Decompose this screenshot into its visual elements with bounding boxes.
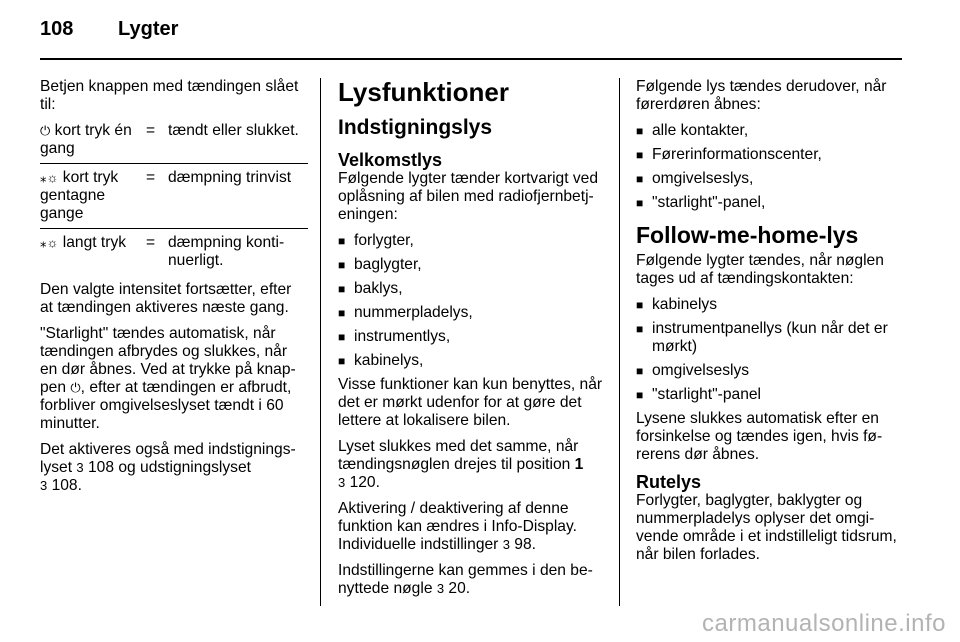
power-icon: ⏻ — [70, 380, 81, 395]
header-rule — [40, 58, 902, 60]
bullet-list — [338, 232, 606, 370]
paragraph: Den valgte intensitet fortsætter, efter at tændingen aktiveres næste gang. — [40, 281, 292, 316]
subsection-title: Follow-me-home-lys — [636, 222, 859, 248]
paragraph: Lysene slukkes automatisk efter en forsinkelse og tændes igen, hvis førerens dør åbnes. — [636, 410, 883, 463]
equals-sign: = — [146, 229, 168, 276]
section-title: Lysfunktioner — [338, 77, 509, 107]
subsubsection-title: Velkomstlys — [338, 150, 443, 170]
page-number: 108 — [40, 18, 74, 40]
paragraph: Det aktiveres også med indstigningslyset 3 108 og udstigningslyset 3 108. — [40, 441, 296, 494]
paragraph: "Starlight" tændes automatisk, når tændingen afbrydes og slukkes, når en dør åbnes. Ved at trykke på knappen ⏻, efter at tændingen er afbrudt, forbliver omgivelseslyset tændt i 60 minutter. — [40, 325, 296, 432]
list-item: ■ kabinelys, — [338, 352, 606, 370]
list-item: ■ forlygter, — [338, 232, 606, 250]
bullet-list — [636, 122, 904, 212]
list-item: ■ "starlight"-panel — [636, 386, 904, 404]
power-icon: ⏻ — [40, 123, 51, 138]
intro-text: Følgende lys tændes derudover, når førerdøren åbnes: — [636, 78, 887, 113]
light-icon: ⁎☼ — [40, 170, 59, 185]
operation-result: dæmpning trinvist — [168, 164, 308, 229]
operation-result: dæmpning kontinuerligt. — [168, 229, 308, 276]
paragraph: Lyset slukkes med det samme, når tændingsnøglen drejes til position 1 3 120. — [338, 438, 584, 491]
page-ref[interactable]: 108 — [51, 477, 78, 494]
page-ref-icon: 3 — [338, 475, 346, 490]
column-3 — [636, 78, 904, 572]
page-header — [0, 0, 960, 60]
paragraph: Forlygter, baglygter, baklygter og nummerpladelys oplyser det omgivende område i et indstilleligt tidsrum, når bilen forlades. — [636, 492, 897, 563]
operation-table — [40, 122, 308, 275]
list-item: ■ omgivelseslys, — [636, 170, 904, 188]
intro-text: Følgende lygter tænder kortvarigt ved oplåsning af bilen med radiofjernbetjeningen: — [338, 170, 599, 223]
light-icon: ⁎☼ — [40, 235, 59, 250]
column-divider — [320, 78, 321, 606]
equals-sign: = — [146, 164, 168, 229]
list-item: ■ Førerinformationscenter, — [636, 146, 904, 164]
list-item: ■ baklys, — [338, 280, 606, 298]
list-item: ■ "starlight"-panel, — [636, 194, 904, 212]
list-item: ■ instrumentpanellys (kun når det er mørkt) — [636, 320, 904, 356]
list-item: ■ instrumentlys, — [338, 328, 606, 346]
intro-text: Betjen knappen med tændingen slået til: — [40, 78, 299, 113]
table-row — [40, 164, 308, 229]
list-item: ■ kabinelys — [636, 296, 904, 314]
page-ref-icon: 3 — [436, 581, 445, 596]
bullet-list — [636, 296, 904, 404]
chapter-title: Lygter — [118, 18, 179, 40]
operation-key: kort tryk gentagne gange — [40, 169, 119, 222]
operation-key: langt tryk — [62, 234, 127, 251]
list-item: ■ baglygter, — [338, 256, 606, 274]
page-ref-icon: 3 — [40, 478, 48, 493]
list-item: ■ alle kontakter, — [636, 122, 904, 140]
column-2 — [338, 78, 606, 606]
table-row — [40, 122, 308, 164]
list-item: ■ nummerpladelys, — [338, 304, 606, 322]
list-item: ■ omgivelseslys — [636, 362, 904, 380]
page-ref-icon: 3 — [76, 460, 84, 475]
page-ref[interactable]: 108 — [87, 459, 115, 476]
column-1 — [40, 78, 308, 503]
equals-sign: = — [146, 122, 156, 139]
subsubsection-title: Rutelys — [636, 472, 702, 492]
table-row — [40, 229, 308, 276]
paragraph: Visse funktioner kan kun benyttes, når det er mørkt udenfor for at gøre det lettere at lokalisere bilen. — [338, 376, 603, 429]
operation-result: tændt eller slukket. — [168, 122, 299, 139]
page-ref[interactable]: 20 — [448, 580, 466, 597]
paragraph: Aktivering / deaktivering af denne funktion kan ændres i Info-Display. Individuelle indstillinger 3 98. — [338, 500, 577, 553]
watermark: carmanualsonline.info — [702, 610, 946, 637]
page-ref-icon: 3 — [502, 537, 510, 552]
operation-key: kort tryk én gang — [40, 122, 132, 157]
column-divider — [619, 78, 620, 606]
page-ref[interactable]: 120 — [349, 474, 376, 491]
subsection-title: Indstigningslys — [338, 116, 493, 139]
page-ref[interactable]: 98 — [514, 536, 532, 553]
paragraph: Følgende lygter tændes, når nøglen tages ud af tændingskontakten: — [636, 252, 884, 287]
paragraph: Indstillingerne kan gemmes i den benyttede nøgle 3 20. — [338, 562, 593, 597]
